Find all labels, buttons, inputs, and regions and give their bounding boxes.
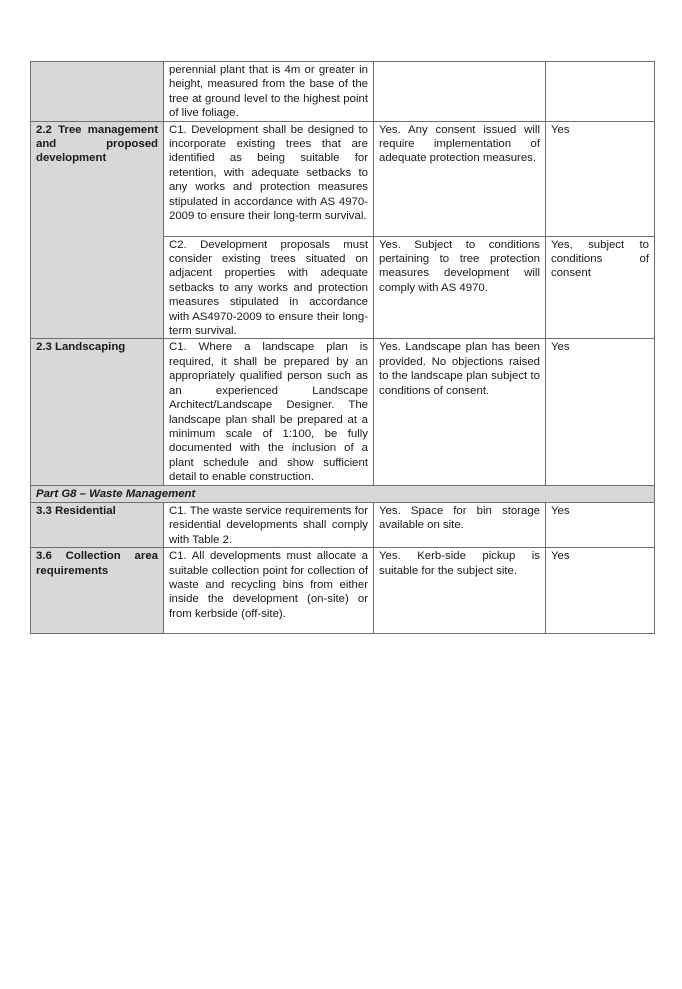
section-cell: 2.3 Landscaping xyxy=(31,339,164,485)
table-row xyxy=(31,548,655,634)
comment-cell: Yes. Landscape plan has been provided. No objections raised to the landscape plan subject to conditions of consent. xyxy=(374,339,546,485)
complies-cell: Yes xyxy=(546,502,655,547)
table-row xyxy=(31,502,655,547)
complies-cell: Yes xyxy=(546,339,655,485)
compliance-table xyxy=(30,61,655,634)
comment-cell: Yes. Any consent issued will require implementation of adequate protection measures. xyxy=(374,121,546,236)
comment-cell: Yes. Subject to conditions pertaining to tree protection measures development will comply with AS 4970. xyxy=(374,236,546,339)
table-row xyxy=(31,339,655,485)
control-cell: perennial plant that is 4m or greater in height, measured from the base of the tree at ground level to the highest point of live foliage. xyxy=(164,62,374,122)
control-cell: C1. Development shall be designed to incorporate existing trees that are identified as being suitable for retention, with adequate setbacks to any works and protection measures stipulated in accordance with AS 4970-2009 to ensure their long-term survival. xyxy=(164,121,374,236)
table-row xyxy=(31,62,655,122)
section-cell: 3.6 Collection area requirements xyxy=(31,548,164,634)
control-cell: C1. All developments must allocate a suitable collection point for collection of waste and recycling bins from either inside the development (on-site) or from kerbside (off-site). xyxy=(164,548,374,634)
section-cell xyxy=(31,62,164,122)
complies-cell: Yes xyxy=(546,548,655,634)
part-heading: Part G8 – Waste Management xyxy=(31,485,655,502)
control-cell: C2. Development proposals must consider existing trees situated on adjacent properties with adequate setbacks to any works and protection measures stipulated in accordance with AS4970-2009 to ensure their long-term survival. xyxy=(164,236,374,339)
control-cell: C1. Where a landscape plan is required, it shall be prepared by an appropriately qualified person such as an experienced Landscape Architect/Landscape Designer. The landscape plan shall be prepared at a minimum scale of 1:100, be fully documented with the inclusion of a plant schedule and show sufficient detail to enable construction. xyxy=(164,339,374,485)
complies-cell: Yes xyxy=(546,121,655,236)
section-cell: 3.3 Residential xyxy=(31,502,164,547)
part-heading-row xyxy=(31,485,655,502)
comment-cell xyxy=(374,62,546,122)
complies-cell: Yes, subject to conditions of consent xyxy=(546,236,655,339)
complies-cell xyxy=(546,62,655,122)
comment-cell: Yes. Kerb-side pickup is suitable for the subject site. xyxy=(374,548,546,634)
control-cell: C1. The waste service requirements for residential developments shall comply with Table 2. xyxy=(164,502,374,547)
table-row xyxy=(31,121,655,236)
comment-cell: Yes. Space for bin storage available on site. xyxy=(374,502,546,547)
section-cell: 2.2 Tree management and proposed development xyxy=(31,121,164,339)
